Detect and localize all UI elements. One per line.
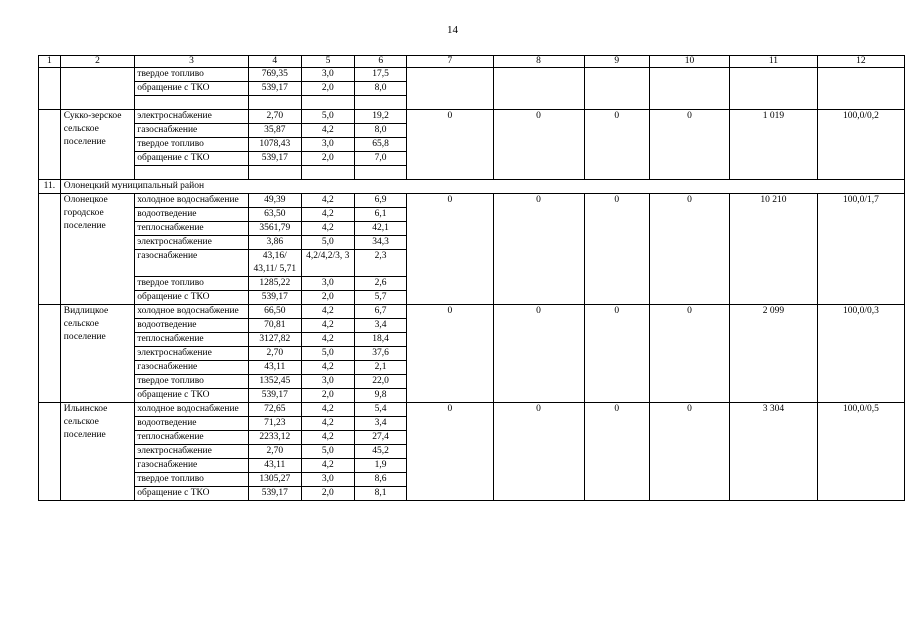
tariff-value: 43,11 [248, 459, 301, 473]
share-value [354, 166, 406, 180]
share-value: 42,1 [354, 222, 406, 236]
service-row [135, 208, 406, 222]
service-row [135, 291, 406, 305]
column-header: 11 [730, 56, 818, 68]
service-row [135, 487, 406, 501]
service-name: обращение с ТКО [137, 488, 210, 498]
service-row [135, 236, 406, 250]
service-row [135, 445, 406, 459]
share-value: 22,0 [354, 375, 406, 389]
service-row [135, 222, 406, 236]
settlement-row [39, 110, 905, 180]
service-name: твердое топливо [135, 138, 248, 152]
service-name: электроснабжение [135, 445, 248, 459]
growth-value: 3,0 [301, 68, 354, 82]
value-c12: 100,0/0,3 [817, 305, 904, 403]
services-cell [135, 194, 407, 305]
row-number [39, 110, 61, 180]
services-subtable [135, 110, 406, 179]
region-number: 11. [39, 180, 61, 194]
share-value: 34,3 [354, 236, 406, 250]
column-header: 10 [650, 56, 730, 68]
tariff-value: 3127,82 [248, 333, 301, 347]
growth-value: 3,0 [301, 473, 354, 487]
tariff-value: 1285,22 [248, 277, 301, 291]
tariff-value: 70,81 [248, 319, 301, 333]
service-name: водоотведение [135, 208, 248, 222]
growth-value: 5,0 [301, 236, 354, 250]
service-name: холодное водоснабжение [135, 403, 248, 417]
value-c11 [730, 68, 818, 110]
value-c12 [817, 68, 904, 110]
share-value: 3,4 [354, 319, 406, 333]
tariff-value: 43,16/ 43,11/ 5,71 [248, 250, 301, 277]
tariff-value: 539,17 [248, 487, 301, 501]
service-row [135, 361, 406, 375]
service-row [135, 194, 406, 208]
growth-value: 2,0 [301, 82, 354, 96]
value-c9: 0 [584, 194, 650, 305]
value-c11: 10 210 [730, 194, 818, 305]
service-name: обращение с ТКО [137, 292, 210, 302]
share-value: 45,2 [354, 445, 406, 459]
service-row [135, 110, 406, 124]
share-value [354, 96, 406, 110]
tariff-value: 3561,79 [248, 222, 301, 236]
share-value: 1,9 [354, 459, 406, 473]
service-name: электроснабжение [135, 110, 248, 124]
service-name: газоснабжение [135, 361, 248, 375]
value-c7: 0 [407, 305, 493, 403]
share-value: 5,4 [354, 403, 406, 417]
region-name: Олонецкий муниципальный район [60, 180, 904, 194]
services-cell [135, 305, 407, 403]
service-row [135, 347, 406, 361]
share-value: 2,1 [354, 361, 406, 375]
growth-value: 4,2 [301, 222, 354, 236]
share-value: 8,1 [354, 487, 406, 501]
growth-value: 4,2/4,2/3, 3 [301, 250, 354, 277]
services-cell [135, 403, 407, 501]
tariff-value: 43,11 [248, 361, 301, 375]
value-c9 [584, 68, 650, 110]
value-c11: 3 304 [730, 403, 818, 501]
share-value: 19,2 [354, 110, 406, 124]
tariff-value: 71,23 [248, 417, 301, 431]
column-header: 1 [39, 56, 61, 68]
settlement-name: Сукко-зерское сельское поселение [60, 110, 135, 180]
settlement-row [39, 194, 905, 305]
growth-value: 4,2 [301, 361, 354, 375]
service-row [135, 152, 406, 166]
tariff-value [248, 96, 301, 110]
share-value: 18,4 [354, 333, 406, 347]
service-name: твердое топливо [135, 277, 248, 291]
service-name: твердое топливо [135, 473, 248, 487]
tariff-table [38, 55, 905, 501]
service-name: обращение с ТКО [137, 390, 210, 400]
share-value: 17,5 [354, 68, 406, 82]
growth-value: 4,2 [301, 403, 354, 417]
growth-value: 4,2 [301, 305, 354, 319]
tariff-value: 1078,43 [248, 138, 301, 152]
growth-value: 4,2 [301, 459, 354, 473]
service-row [135, 431, 406, 445]
services-subtable [135, 194, 406, 304]
service-name: твердое топливо [135, 375, 248, 389]
services-subtable [135, 68, 406, 109]
value-c9: 0 [584, 305, 650, 403]
growth-value: 4,2 [301, 194, 354, 208]
tariff-value: 66,50 [248, 305, 301, 319]
column-header: 2 [60, 56, 135, 68]
share-value: 7,0 [354, 152, 406, 166]
service-row [135, 459, 406, 473]
growth-value: 3,0 [301, 138, 354, 152]
tariff-value: 3,86 [248, 236, 301, 250]
growth-value: 5,0 [301, 445, 354, 459]
tariff-value: 769,35 [248, 68, 301, 82]
tariff-value: 539,17 [248, 152, 301, 166]
column-header: 9 [584, 56, 650, 68]
settlement-row [39, 305, 905, 403]
growth-value: 4,2 [301, 208, 354, 222]
service-name: водоотведение [135, 417, 248, 431]
column-header: 6 [355, 56, 407, 68]
service-name: обращение с ТКО [135, 152, 248, 166]
settlement-name [60, 68, 135, 110]
service-row [135, 389, 406, 403]
service-name: электроснабжение [135, 347, 248, 361]
value-c11: 2 099 [730, 305, 818, 403]
settlement-row [39, 403, 905, 501]
service-name: электроснабжение [135, 236, 248, 250]
service-row [135, 138, 406, 152]
value-c9: 0 [584, 403, 650, 501]
service-row [135, 82, 406, 96]
service-row [135, 403, 406, 417]
services-cell [135, 110, 407, 180]
region-row [39, 180, 905, 194]
value-c10 [650, 68, 730, 110]
column-header: 4 [248, 56, 301, 68]
growth-value: 4,2 [301, 319, 354, 333]
share-value: 65,8 [354, 138, 406, 152]
share-value: 5,7 [354, 291, 406, 305]
value-c7: 0 [407, 110, 493, 180]
value-c8: 0 [493, 110, 584, 180]
service-name: обращение с ТКО [135, 82, 248, 96]
settlement-name: Олонецкое городское поселение [60, 194, 135, 305]
service-name: теплоснабжение [135, 222, 248, 236]
growth-value: 3,0 [301, 277, 354, 291]
value-c8: 0 [493, 403, 584, 501]
value-c7: 0 [407, 403, 493, 501]
growth-value: 4,2 [301, 333, 354, 347]
value-c7: 0 [407, 194, 493, 305]
column-header: 12 [817, 56, 904, 68]
tariff-value: 539,17 [248, 291, 301, 305]
growth-value: 5,0 [301, 110, 354, 124]
column-header: 5 [301, 56, 354, 68]
share-value: 6,1 [354, 208, 406, 222]
service-row [135, 305, 406, 319]
tariff-value: 2,70 [248, 445, 301, 459]
service-row [135, 124, 406, 138]
share-value: 6,9 [354, 194, 406, 208]
value-c11: 1 019 [730, 110, 818, 180]
share-value: 27,4 [354, 431, 406, 445]
service-row [135, 417, 406, 431]
tariff-value: 1305,27 [248, 473, 301, 487]
value-c12: 100,0/1,7 [817, 194, 904, 305]
growth-value: 5,0 [301, 347, 354, 361]
value-c8: 0 [493, 194, 584, 305]
tariff-value: 2233,12 [248, 431, 301, 445]
service-name: теплоснабжение [135, 333, 248, 347]
service-name [135, 166, 248, 180]
growth-value: 2,0 [301, 291, 354, 305]
tariff-value [248, 166, 301, 180]
value-c10: 0 [650, 194, 730, 305]
growth-value: 2,0 [301, 152, 354, 166]
value-c10: 0 [650, 305, 730, 403]
service-name: газоснабжение [135, 250, 248, 277]
services-subtable [135, 305, 406, 402]
row-number [39, 68, 61, 110]
service-row [135, 473, 406, 487]
service-row [135, 68, 406, 82]
service-name: холодное водоснабжение [135, 194, 248, 208]
tariff-value: 2,70 [248, 110, 301, 124]
share-value: 8,0 [354, 82, 406, 96]
growth-value [301, 166, 354, 180]
tariff-value: 49,39 [248, 194, 301, 208]
service-name: газоснабжение [135, 124, 248, 138]
value-c9: 0 [584, 110, 650, 180]
tariff-value: 539,17 [248, 82, 301, 96]
services-cell [135, 68, 407, 110]
row-number [39, 194, 61, 305]
share-value: 2,3 [354, 250, 406, 277]
share-value: 37,6 [354, 347, 406, 361]
service-row [135, 375, 406, 389]
service-row [135, 96, 406, 110]
tariff-value: 63,50 [248, 208, 301, 222]
growth-value: 3,0 [301, 375, 354, 389]
tariff-value: 1352,45 [248, 375, 301, 389]
row-number [39, 305, 61, 403]
growth-value: 2,0 [301, 389, 354, 403]
service-name: водоотведение [135, 319, 248, 333]
column-header: 8 [493, 56, 584, 68]
service-name: холодное водоснабжение [135, 305, 248, 319]
services-subtable [135, 403, 406, 500]
value-c10: 0 [650, 110, 730, 180]
service-row [135, 319, 406, 333]
settlement-name: Ильинское сельское поселение [60, 403, 135, 501]
share-value: 8,6 [354, 473, 406, 487]
service-row [135, 166, 406, 180]
growth-value: 4,2 [301, 124, 354, 138]
service-name: теплоснабжение [135, 431, 248, 445]
share-value: 6,7 [354, 305, 406, 319]
growth-value: 4,2 [301, 417, 354, 431]
page-number: 14 [447, 24, 458, 36]
share-value: 8,0 [354, 124, 406, 138]
growth-value [301, 96, 354, 110]
settlement-name: Видлицкое сельское поселение [60, 305, 135, 403]
service-name: твердое топливо [135, 68, 248, 82]
value-c12: 100,0/0,2 [817, 110, 904, 180]
share-value: 3,4 [354, 417, 406, 431]
share-value: 2,6 [354, 277, 406, 291]
service-name: газоснабжение [135, 459, 248, 473]
header-row [39, 56, 905, 68]
growth-value: 4,2 [301, 431, 354, 445]
share-value: 9,8 [354, 389, 406, 403]
value-c7 [407, 68, 493, 110]
column-header: 7 [407, 56, 493, 68]
column-header: 3 [135, 56, 248, 68]
tariff-value: 2,70 [248, 347, 301, 361]
value-c8 [493, 68, 584, 110]
tariff-value: 72,65 [248, 403, 301, 417]
service-row [135, 250, 406, 277]
tariff-value: 35,87 [248, 124, 301, 138]
settlement-row [39, 68, 905, 110]
row-number [39, 403, 61, 501]
service-row [135, 333, 406, 347]
value-c12: 100,0/0,5 [817, 403, 904, 501]
growth-value: 2,0 [301, 487, 354, 501]
value-c8: 0 [493, 305, 584, 403]
tariff-table-wrapper [38, 55, 905, 501]
tariff-value: 539,17 [248, 389, 301, 403]
service-name [135, 96, 248, 110]
value-c10: 0 [650, 403, 730, 501]
service-row [135, 277, 406, 291]
